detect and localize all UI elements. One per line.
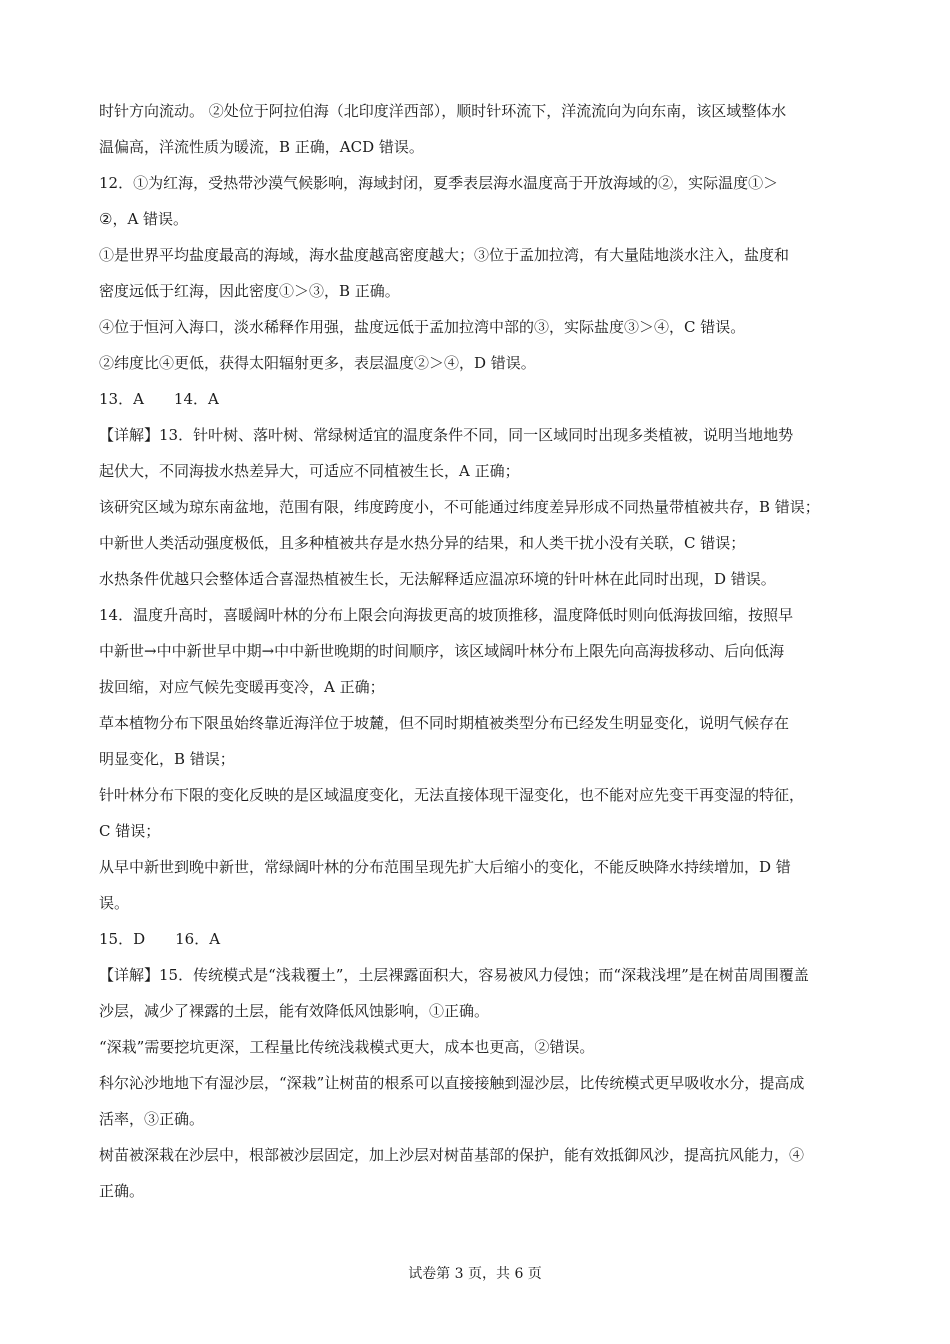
text-line: 【详解】13．针叶树、落叶树、常绿树适宜的温度条件不同，同一区域同时出现多类植被，说明当地地势: [99, 426, 794, 444]
text-line: 水热条件优越只会整体适合喜湿热植被生长，无法解释适应温凉环境的针叶林在此同时出现，D 错误。: [99, 570, 776, 588]
text-line: ②纬度比④更低，获得太阳辐射更多，表层温度②＞④，D 错误。: [99, 354, 536, 372]
text-line: 从早中新世到晚中新世，常绿阔叶林的分布范围呈现先扩大后缩小的变化，不能反映降水持续增加，D 错: [99, 858, 791, 876]
text-line: 活率，③正确。: [99, 1110, 205, 1128]
text-line: ②，A 错误。: [99, 210, 189, 228]
text-line: 温偏高，洋流性质为暖流，B 正确，ACD 错误。: [99, 138, 424, 156]
text-line: 密度远低于红海，因此密度①＞③，B 正确。: [99, 282, 400, 300]
text-line: 中新世→中中新世早中期→中中新世晚期的时间顺序，该区域阔叶林分布上限先向高海拔移动、后向低海: [99, 642, 785, 660]
answer-line: 13．A 14．A: [99, 390, 219, 408]
text-line: 该研究区域为琼东南盆地，范围有限，纬度跨度小，不可能通过纬度差异形成不同热量带植被共存，B 错误；: [99, 498, 820, 516]
text-line: 中新世人类活动强度极低，且多种植被共存是水热分异的结果，和人类干扰小没有关联，C 错误；: [99, 534, 746, 552]
text-line: ④位于恒河入海口，淡水稀释作用强，盐度远低于孟加拉湾中部的③，实际盐度③＞④，C 错误。: [99, 318, 746, 336]
text-line: 误。: [99, 894, 130, 912]
text-line: 沙层，减少了裸露的土层，能有效降低风蚀影响，①正确。: [99, 1002, 490, 1020]
text-line: 科尔沁沙地地下有湿沙层，“深栽”让树苗的根系可以直接接触到湿沙层，比传统模式更早吸收水分，提高成: [99, 1074, 805, 1092]
answer-line: 15．D 16．A: [99, 930, 221, 948]
text-line: 草本植物分布下限虽始终靠近海洋位于坡麓，但不同时期植被类型分布已经发生明显变化，说明气候存在: [99, 714, 790, 732]
text-line: 12．①为红海，受热带沙漠气候影响，海域封闭，夏季表层海水温度高于开放海域的②，实际温度①＞: [99, 174, 779, 192]
text-line: 拔回缩，对应气候先变暖再变冷，A 正确；: [99, 678, 385, 696]
text-line: 起伏大，不同海拔水热差异大，可适应不同植被生长，A 正确；: [99, 462, 520, 480]
text-line: 针叶林分布下限的变化反映的是区域温度变化，无法直接体现干湿变化，也不能对应先变干再变湿的特征，: [99, 786, 805, 804]
text-line: 【详解】15．传统模式是“浅栽覆土”，土层裸露面积大，容易被风力侵蚀；而“深栽浅埋”是在树苗周围覆盖: [99, 966, 809, 984]
text-line: 14．温度升高时，喜暖阔叶林的分布上限会向海拔更高的坡顶推移，温度降低时则向低海拔回缩，按照早: [99, 606, 794, 624]
answer-explanation-text: [99, 93, 859, 1209]
text-line: C 错误；: [99, 822, 161, 840]
text-line: 正确。: [99, 1182, 145, 1200]
text-line: ①是世界平均盐度最高的海域，海水盐度越高密度越大；③位于孟加拉湾，有大量陆地淡水注入，盐度和: [99, 246, 790, 264]
text-line: 明显变化，B 错误；: [99, 750, 235, 768]
text-line: 树苗被深栽在沙层中，根部被沙层固定，加上沙层对树苗基部的保护，能有效抵御风沙，提高抗风能力，④: [99, 1146, 805, 1164]
text-line: 时针方向流动。 ②处位于阿拉伯海（北印度洋西部），顺时针环流下，洋流流向为向东南，该区域整体水: [99, 102, 787, 120]
page-footer: 试卷第 3 页，共 6 页: [408, 1266, 542, 1282]
text-line: “深栽”需要挖坑更深，工程量比传统浅栽模式更大，成本也更高，②错误。: [99, 1038, 595, 1056]
